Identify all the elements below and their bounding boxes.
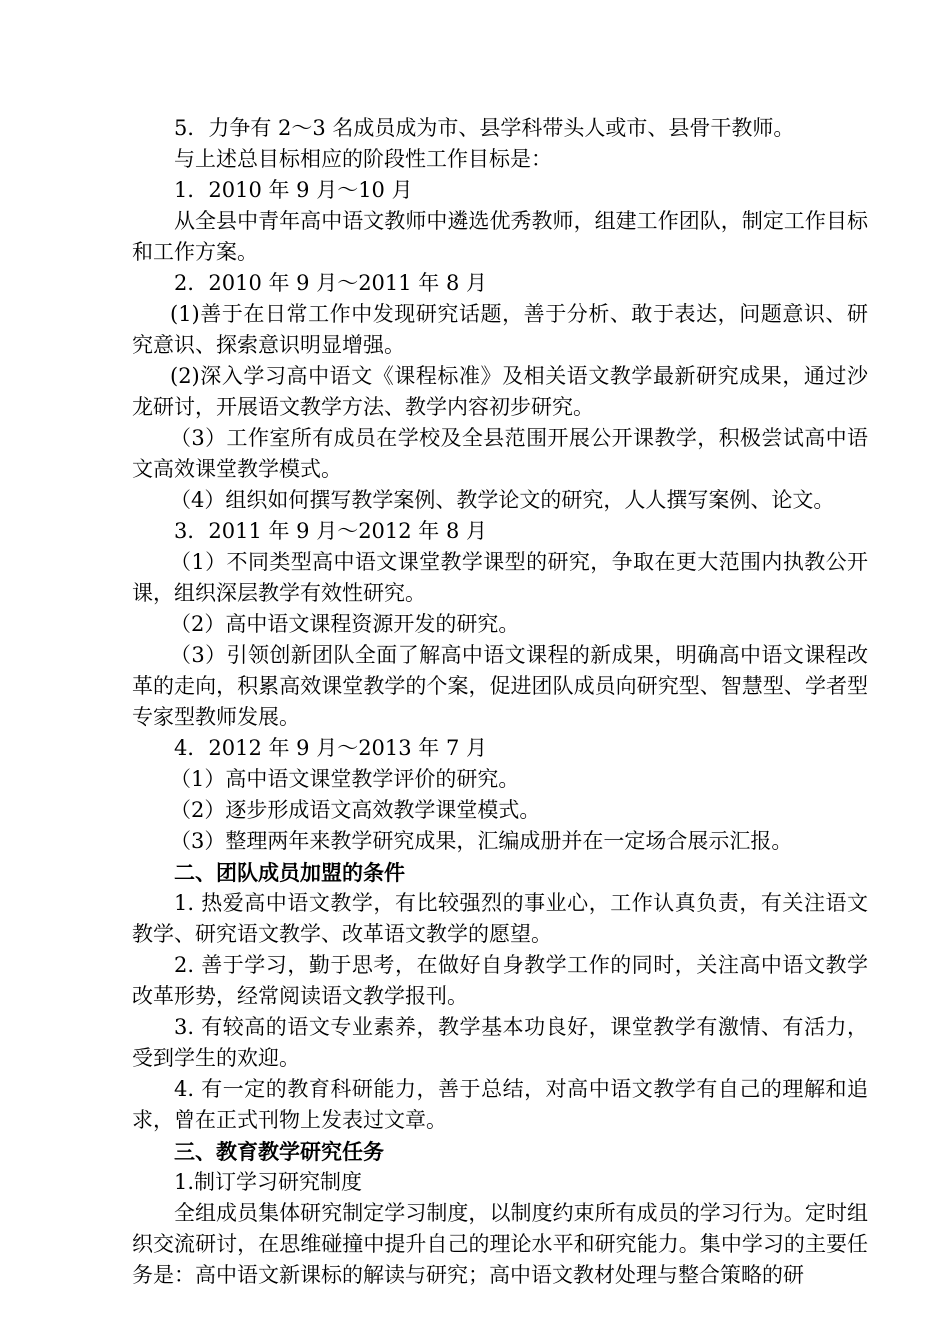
- paragraph-task-1-title: 1.制订学习研究制度: [174, 1170, 363, 1194]
- paragraph-stage-2-item-4: （4）组织如何撰写教学案例、教学论文的研究，人人撰写案例、论文。: [170, 488, 835, 512]
- paragraph-goal-5: 5．力争有 2～3 名成员成为市、县学科带头人或市、县骨干教师。: [174, 116, 795, 140]
- paragraph-stage-3-item-1: （1）不同类型高中语文课堂教学课型的研究，争取在更大范围内执教公开课，组织深层教学有效性研究。: [132, 550, 868, 605]
- paragraph-stage-4-item-3: （3）整理两年来教学研究成果，汇编成册并在一定场合展示汇报。: [170, 829, 793, 853]
- section-heading-membership: 二、团队成员加盟的条件: [174, 860, 405, 885]
- paragraph-condition-3: 3. 有较高的语文专业素养，教学基本功良好，课堂教学有激情、有活力，受到学生的欢迎。: [132, 1015, 868, 1070]
- paragraph-stage-intro: 与上述总目标相应的阶段性工作目标是：: [174, 147, 552, 171]
- paragraph-condition-2: 2. 善于学习，勤于思考，在做好自身教学工作的同时，关注高中语文教学改革形势，经常阅读语文教学报刊。: [132, 953, 868, 1008]
- paragraph-stage-2-item-3: （3）工作室所有成员在学校及全县范围开展公开课教学，积极尝试高中语文高效课堂教学模式。: [132, 426, 868, 481]
- paragraph-stage-3-title: 3．2011 年 9 月～2012 年 8 月: [174, 519, 488, 543]
- paragraph-stage-4-item-1: （1）高中语文课堂教学评价的研究。: [170, 767, 520, 791]
- paragraph-condition-1: 1. 热爱高中语文教学，有比较强烈的事业心，工作认真负责，有关注语文教学、研究语文教学、改革语文教学的愿望。: [132, 891, 868, 946]
- paragraph-stage-2-item-1: (1)善于在日常工作中发现研究话题，善于分析、敢于表达，问题意识、研究意识、探索意识明显增强。: [132, 302, 868, 357]
- paragraph-stage-4-item-2: （2）逐步形成语文高效教学课堂模式。: [170, 798, 541, 822]
- paragraph-stage-2-title: 2．2010 年 9 月～2011 年 8 月: [174, 271, 488, 295]
- paragraph-stage-3-item-2: （2）高中语文课程资源开发的研究。: [170, 612, 520, 636]
- paragraph-stage-1-body: 从全县中青年高中语文教师中遴选优秀教师，组建工作团队，制定工作目标和工作方案。: [132, 209, 868, 264]
- document-body: [132, 113, 868, 1291]
- paragraph-condition-4: 4. 有一定的教育科研能力，善于总结，对高中语文教学有自己的理解和追求，曾在正式刊物上发表过文章。: [132, 1077, 868, 1132]
- paragraph-stage-3-item-3: （3）引领创新团队全面了解高中语文课程的新成果，明确高中语文课程改革的走向，积累高效课堂教学的个案，促进团队成员向研究型、智慧型、学者型专家型教师发展。: [132, 643, 868, 729]
- paragraph-stage-4-title: 4．2012 年 9 月～2013 年 7 月: [174, 736, 488, 760]
- paragraph-task-1-body: 全组成员集体研究制定学习制度，以制度约束所有成员的学习行为。定时组织交流研讨，在思维碰撞中提升自己的理论水平和研究能力。集中学习的主要任务是：高中语文新课标的解读与研究；高中语文教材处理与整合策略的研: [132, 1201, 868, 1287]
- paragraph-stage-1-title: 1．2010 年 9 月～10 月: [174, 178, 413, 202]
- paragraph-stage-2-item-2: (2)深入学习高中语文《课程标准》及相关语文教学最新研究成果，通过沙龙研讨，开展语文教学方法、教学内容初步研究。: [132, 364, 868, 419]
- section-heading-research-tasks: 三、教育教学研究任务: [174, 1139, 384, 1164]
